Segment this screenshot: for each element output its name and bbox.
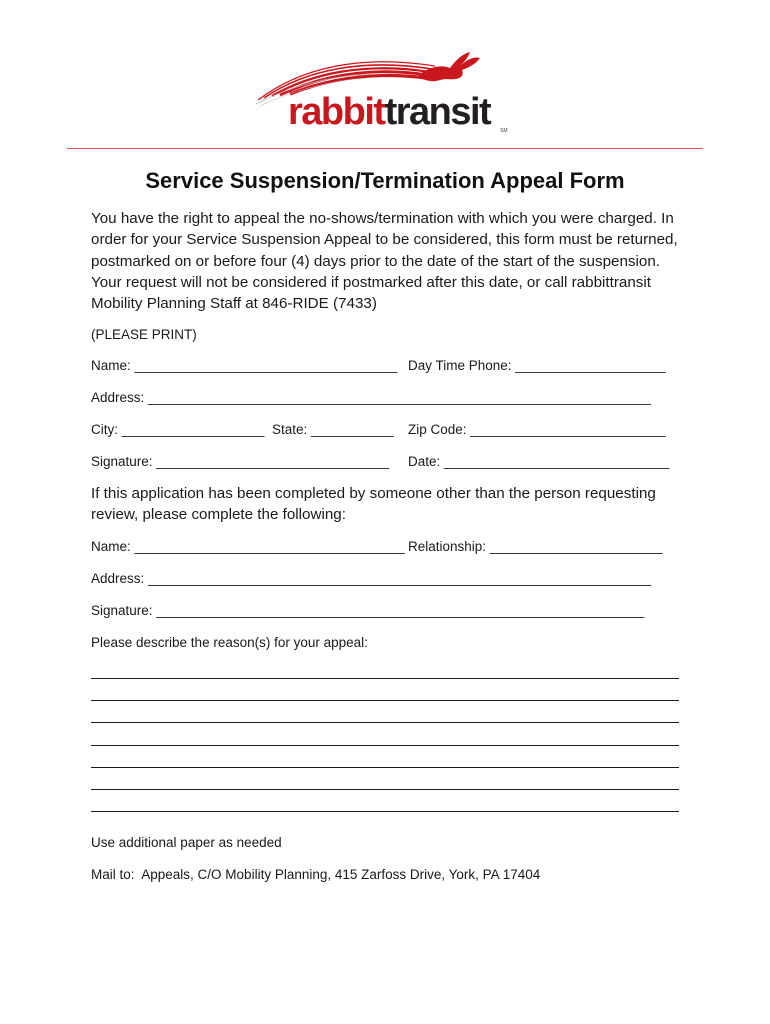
reason-writing-line[interactable] (91, 745, 679, 746)
form-title: Service Suspension/Termination Appeal Form (145, 168, 625, 193)
logo-word-transit: transit (384, 91, 491, 133)
rabbittransit-logo (250, 46, 520, 138)
other-signature-field[interactable]: Signature: _________________________________________________________________ (91, 603, 645, 618)
logo-wordmark (288, 90, 490, 134)
city-field[interactable]: City: ___________________ (91, 422, 265, 437)
other-person-paragraph: If this application has been completed by someone other than the person requesting review, please complete the following: (91, 485, 656, 524)
date-field[interactable]: Date: ______________________________ (408, 454, 670, 469)
other-address-field[interactable]: Address: ___________________________________________________________________ (91, 571, 652, 586)
name-field[interactable]: Name: ___________________________________ (91, 358, 398, 373)
intro-paragraph: You have the right to appeal the no-shows/termination with which you were charged. In order for your Service Suspension Appeal to be considered, this form must be returned, postmarked on or before four (4) days prior to the date of the start of the suspension. Your request will not be considered if postmarked after this date, or call rabbittransit Mobility Planning Staff at 846-RIDE (7433) (91, 210, 678, 313)
reason-writing-line[interactable] (91, 811, 679, 812)
state-field[interactable]: State: ___________ (272, 422, 394, 437)
signature-field[interactable]: Signature: _______________________________ (91, 454, 390, 469)
address-field[interactable]: Address: ___________________________________________________________________ (91, 390, 652, 405)
zip-code-field[interactable]: Zip Code: __________________________ (408, 422, 666, 437)
reason-writing-line[interactable] (91, 700, 679, 701)
additional-paper-note: Use additional paper as needed (91, 835, 282, 850)
logo-word-rabbit: rabbit (288, 91, 385, 133)
mailing-address: Mail to: Appeals, C/O Mobility Planning, 415 Zarfoss Drive, York, PA 17404 (91, 867, 541, 882)
header-divider (67, 148, 703, 149)
reason-writing-line[interactable] (91, 678, 679, 679)
relationship-field[interactable]: Relationship: _______________________ (408, 539, 663, 554)
reason-writing-line[interactable] (91, 722, 679, 723)
day-phone-field[interactable]: Day Time Phone: ____________________ (408, 358, 666, 373)
reason-label: Please describe the reason(s) for your appeal: (91, 635, 368, 650)
reason-writing-line[interactable] (91, 767, 679, 768)
please-print-note: (PLEASE PRINT) (91, 327, 197, 342)
other-name-field[interactable]: Name: ____________________________________ (91, 539, 405, 554)
reason-writing-line[interactable] (91, 789, 679, 790)
service-mark: SM (500, 128, 508, 134)
